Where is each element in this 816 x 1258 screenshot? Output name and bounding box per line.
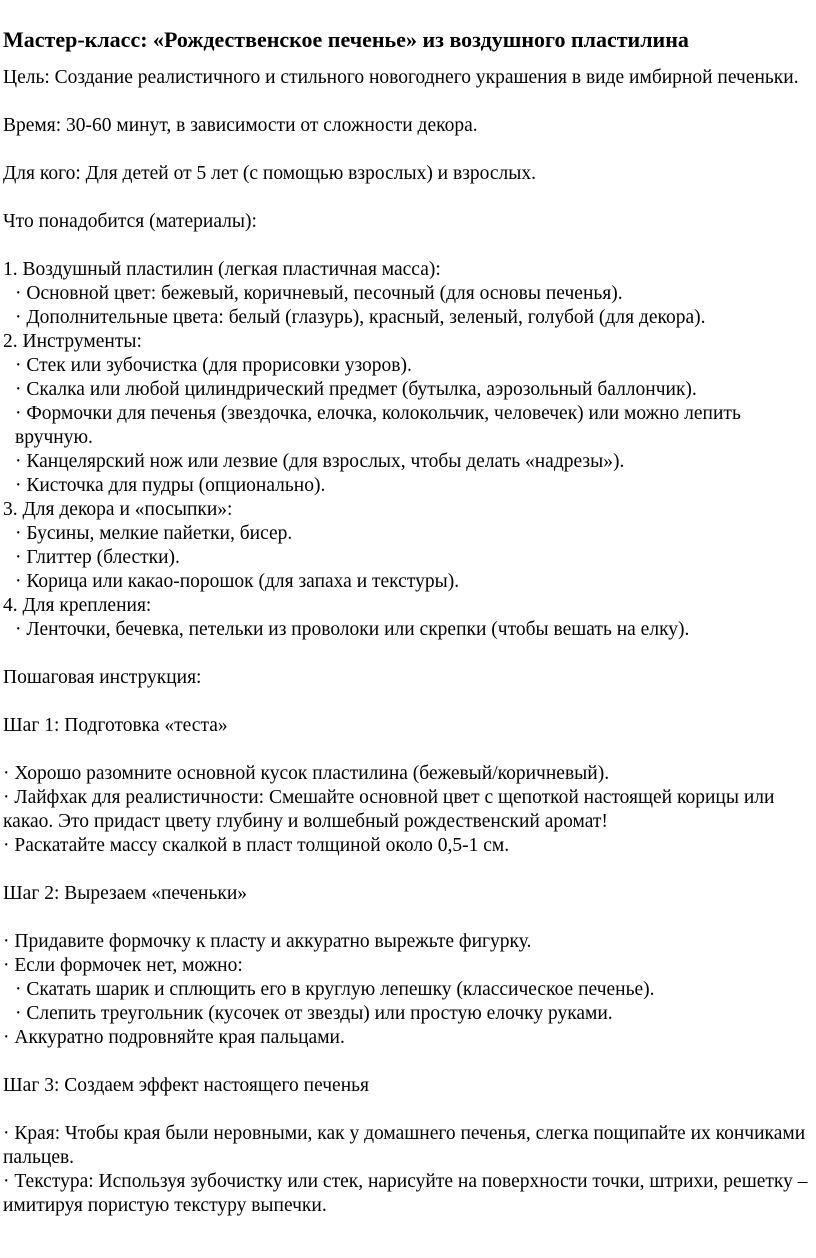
spacer (3, 90, 816, 114)
step3-heading: Шаг 3: Создаем эффект настоящего печенья (3, 1075, 370, 1096)
materials-item: · Кисточка для пудры (опционально). (15, 475, 326, 496)
step3-item: · Текстура: Используя зубочистку или стек, нарисуйте на поверхности точки, штрихи, решетку – имитируя пористую текстуру выпечки. (3, 1171, 808, 1216)
audience-text: Для кого: Для детей от 5 лет (с помощью взрослых) и взрослых. (3, 163, 537, 184)
materials-list (3, 258, 816, 642)
spacer (3, 234, 816, 258)
materials-item: · Стек или зубочистка (для прорисовки узоров). (15, 355, 412, 376)
materials-section-title: 3. Для декора и «посыпки»: (3, 499, 233, 520)
spacer (3, 906, 816, 930)
materials-item: · Канцелярский нож или лезвие (для взрослых, чтобы делать «надрезы»). (15, 451, 625, 472)
materials-item: · Ленточки, бечевка, петельки из проволоки или скрепки (чтобы вешать на елку). (15, 619, 690, 640)
step2-item: · Придавите формочку к пласту и аккуратно вырежьте фигурку. (3, 931, 532, 952)
step1-item: · Лайфхак для реалистичности: Смешайте основной цвет с щепоткой настоящей корицы или какао. Это придаст цвету глубину и волшебный рождественский аромат! (3, 787, 775, 832)
spacer (3, 1098, 816, 1122)
materials-section-title: 1. Воздушный пластилин (легкая пластичная масса): (3, 259, 441, 280)
spacer (3, 186, 816, 210)
materials-item: · Глиттер (блестки). (15, 547, 180, 568)
step2-item: · Если формочек нет, можно: (3, 955, 243, 976)
step2-subitem: · Слепить треугольник (кусочек от звезды) или простую елочку руками. (15, 1003, 613, 1024)
step2-heading: Шаг 2: Вырезаем «печеньки» (3, 883, 248, 904)
document-title: Мастер-класс: «Рождественское печенье» из воздушного пластилина (3, 27, 689, 52)
materials-item: · Бусины, мелкие пайетки, бисер. (15, 523, 293, 544)
materials-item: · Скалка или любой цилиндрический предмет (бутылка, аэрозольный баллончик). (15, 379, 697, 400)
spacer (3, 642, 816, 666)
materials-item: · Формочки для печенья (звездочка, елочка, колокольчик, человечек) или можно лепить вручную. (15, 403, 741, 448)
instructions-heading: Пошаговая инструкция: (3, 667, 202, 688)
step2-item: · Аккуратно подровняйте края пальцами. (3, 1027, 345, 1048)
materials-item: · Корица или какао-порошок (для запаха и текстуры). (15, 571, 460, 592)
materials-item: · Основной цвет: бежевый, коричневый, песочный (для основы печенья). (15, 283, 623, 304)
materials-section-title: 4. Для крепления: (3, 595, 152, 616)
materials-heading: Что понадобится (материалы): (3, 211, 257, 232)
step1-item: · Раскатайте массу скалкой в пласт толщиной около 0,5-1 см. (3, 835, 510, 856)
spacer (3, 1050, 816, 1074)
spacer (3, 738, 816, 762)
step3-item: · Края: Чтобы края были неровными, как у домашнего печенья, слегка пощипайте их кончиками пальцев. (3, 1123, 806, 1168)
materials-item: · Дополнительные цвета: белый (глазурь), красный, зеленый, голубой (для декора). (15, 307, 706, 328)
spacer (3, 858, 816, 882)
step1-item: · Хорошо разомните основной кусок пластилина (бежевый/коричневый). (3, 763, 610, 784)
step2-subitem: · Скатать шарик и сплющить его в круглую лепешку (классическое печенье). (15, 979, 655, 1000)
step1-heading: Шаг 1: Подготовка «теста» (3, 715, 228, 736)
spacer (3, 690, 816, 714)
time-text: Время: 30-60 минут, в зависимости от сложности декора. (3, 115, 478, 136)
goal-text: Цель: Создание реалистичного и стильного новогоднего украшения в виде имбирной печеньки. (3, 67, 799, 88)
materials-section-title: 2. Инструменты: (3, 331, 142, 352)
spacer (3, 138, 816, 162)
